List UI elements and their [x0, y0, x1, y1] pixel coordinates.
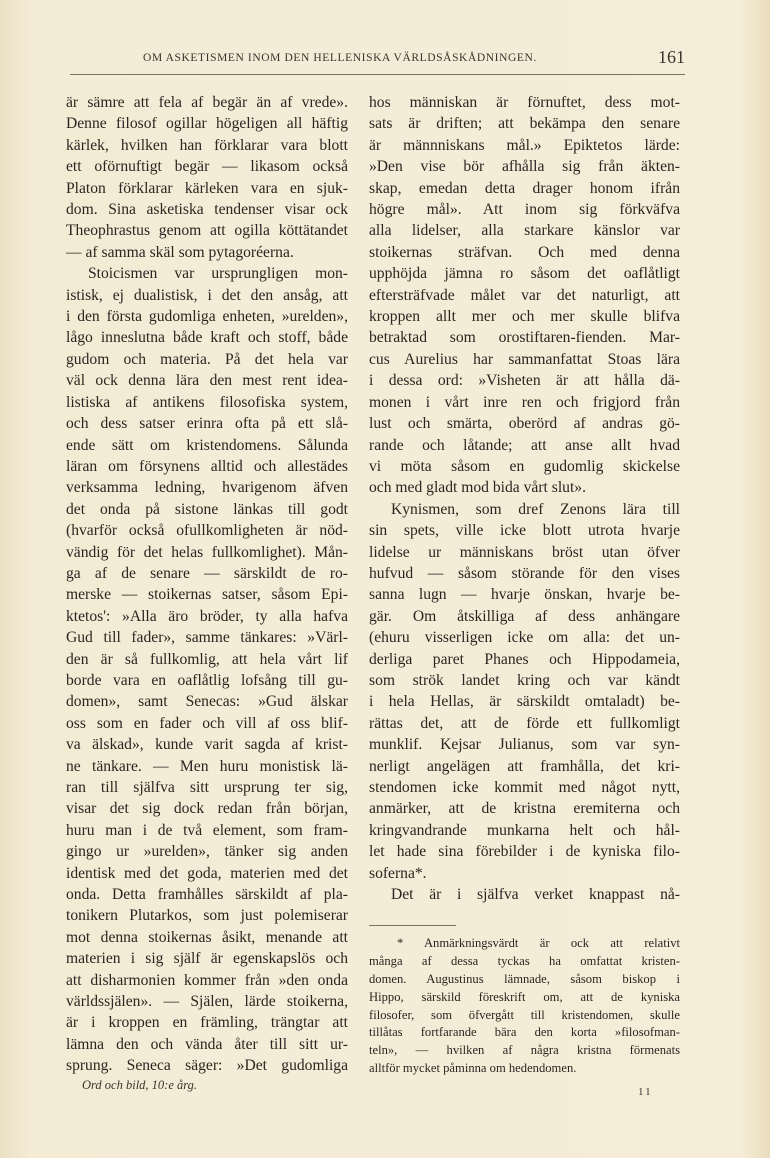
text-line: världssjälen». — Själen, lärde stoikerna, [66, 993, 348, 1011]
text-line: identisk med det goda, materien med det [66, 864, 348, 882]
footnote-line: tillåtas fortfarande bära den korta »filosofman- [369, 1025, 680, 1040]
footnote-line: filosofer, som öfvergått till kristendomen, skulle [369, 1007, 680, 1022]
text-line: och dess satser erinra ofta på ett slå- [66, 415, 348, 433]
text-line: högre mål». Att inom sig förkväfva [369, 201, 680, 219]
footnote-line: domen. Augustinus lämnade, såsom biskop i [369, 971, 680, 986]
text-line: anmärker, att de kristna eremiterna och [369, 800, 680, 818]
text-line: Kynismen, som dref Zenons lära till [391, 500, 680, 518]
text-line: ett oförnuftigt begär — likasom också [66, 158, 348, 176]
text-line: lidelse ur människans bröst utan öfver [369, 543, 680, 561]
text-line: stoikernas sträfvan. Och med denna [369, 243, 680, 261]
text-line: materien i sig själf är egenskapslös och [66, 950, 348, 968]
text-line: gingo ur »urelden», tänker sig anden [66, 843, 348, 861]
text-line: är männniskans mål.» Epiktetos lärde: [369, 136, 680, 154]
text-line: är i kroppen en främling, trängtar att [66, 1014, 348, 1032]
header-rule [70, 74, 685, 75]
text-line: »Den vise bör afhålla sig från äkten- [369, 158, 680, 176]
text-line: som strök landet kring och var kändt [369, 671, 680, 689]
text-line: Denne filosof ogillar högeligen all häftig [66, 115, 348, 133]
page-number: 161 [658, 47, 685, 67]
text-line: ga af de senare — särskildt de ro- [66, 564, 348, 582]
text-line: munklif. Kejsar Julianus, som var syn- [369, 736, 680, 754]
text-line: cus Aurelius har sammanfattat Stoas lära [369, 350, 680, 368]
text-line: — af samma skäl som pytagoréerna. [66, 243, 294, 261]
text-line: va älskad», kunde varit sagda af krist- [66, 736, 348, 754]
text-line: let hade sina förebilder i de kyniska filo- [369, 843, 680, 861]
text-line: hos människan är förnuftet, dess mot- [369, 94, 680, 111]
text-line: Platon förklarar kärleken vara en sjuk- [66, 179, 348, 197]
text-line: merske — stoikernas satser, såsom Epi- [66, 586, 348, 604]
text-line: skap, emedan detta drager honom ifrån [369, 179, 680, 197]
text-line: den är så fullkomlig, att hela vårt lif [66, 650, 348, 668]
text-line: borde vara en oaflåtlig lofsång till gu- [66, 671, 348, 689]
text-line: alla lidelser, alla starkare känslor var [369, 222, 680, 240]
text-line: stendomen icke kommit med något nytt, [369, 779, 680, 796]
text-line: vi möta såsom en gudomlig skickelse [369, 457, 680, 475]
text-line: i hela Hellas, är särskildt omtaladt) be- [369, 693, 680, 711]
running-header: OM ASKETISMEN INOM DEN HELLENISKA VÄRLDSÅSKÅDNINGEN. [143, 52, 537, 64]
text-line: Gud till fader», samme tänkares: »Värl- [66, 629, 348, 647]
text-line: dom. Sina asketiska tendenser visar ock [66, 201, 348, 219]
text-line: sprung. Seneca säger: »Det gudomliga [66, 1057, 348, 1075]
text-line: rättas det, att de förde ett fullkomligt [369, 714, 680, 732]
footnote-line: Hippo, särskild föreskrift om, att de kyniska [369, 989, 680, 1004]
footnote-line: teln», — hvilken af några kristna förmenats [369, 1043, 680, 1058]
text-line: lågo inneslutna både kraft och stoff, både [66, 329, 348, 347]
footnote [369, 935, 680, 1078]
text-line: oss som en fader och vill af oss blif- [66, 714, 348, 732]
text-line: sats är driften; att bekämpa den senare [369, 115, 680, 133]
text-line: soferna*. [369, 864, 427, 882]
text-line: hufvud — såsom störande för den vises [369, 564, 680, 582]
text-line: gär. Om åtskilliga af dess anhängare [369, 607, 680, 625]
text-line: huru man i de två element, som fram- [66, 821, 348, 839]
text-line: sin spets, ville icke blott utrota hvarje [369, 522, 680, 540]
text-line: är sämre att fela af begär än af vrede». [66, 94, 348, 111]
text-line: lust och smärta, oberörd af andras gö- [369, 415, 680, 433]
text-line: och med gladt mod bida vårt slut». [369, 479, 586, 497]
sheet-number: 11 [638, 1086, 653, 1098]
text-line: Det är i själfva verket knappast nå- [391, 886, 680, 904]
sheet-signature: Ord och bild, 10:e årg. [82, 1078, 198, 1092]
text-line: visar det sig dock redan från början, [66, 800, 348, 818]
text-line: i den första gudomliga enheten, »urelden», [66, 308, 348, 326]
text-line: kärlek, hvilken han förklarar vara blott [66, 136, 348, 154]
text-line: gudom och materia. På det hela var [66, 350, 348, 368]
text-line: väl ock denna lära den mest rent idea- [66, 372, 348, 390]
text-line: Theophrastus genom att ogilla köttätandet [66, 222, 348, 240]
text-line: lämna den och vända åter till sitt ur- [66, 1035, 348, 1053]
text-line: onda. Detta framhålles särskildt af pla- [66, 886, 348, 904]
text-line: ran till själfva sitt ursprung ter sig, [66, 779, 348, 796]
text-line: upphöjda jämna ro såsom det oaflåtligt [369, 265, 680, 283]
footnote-line: * Anmärkningsvärdt är ock att relativt [397, 936, 680, 950]
text-line: kringvandrande munkarna helt och hål- [369, 821, 680, 839]
text-line: kroppen allt mer och mer skulle blifva [369, 308, 680, 326]
text-line: rande och låtande; att anse allt hvad [369, 436, 680, 454]
text-line: (ehuru visserligen icke om alla: det un- [369, 629, 680, 647]
text-line: verksamma ledning, hvarigenom äfven [66, 479, 348, 497]
text-line: det onda på sistone länkas till godt [66, 500, 348, 518]
footnote-line: alltför mycket påminna om hedendomen. [369, 1061, 577, 1076]
text-line: eftersträfvade målet var det naturligt, att [369, 286, 680, 304]
text-line: nerligt angelägen att framhålla, det kri- [369, 757, 680, 775]
right-text-column [369, 92, 680, 905]
text-line: (hvarför också ofullkomligheten är nöd- [66, 522, 348, 540]
text-line: listiska af antikens filosofiska system, [66, 393, 348, 411]
footnote-line: många af dessa tyckas ha omfattat kristen- [369, 953, 680, 968]
text-line: ktetos': »Alla äro bröder, ty alla hafva [66, 607, 348, 625]
text-line: monen i vårt inre ren och frigjord från [369, 393, 680, 411]
text-line: domen», samt Senecas: »Gud älskar [66, 693, 348, 711]
text-line: ende sätt om kristendomens. Sålunda [66, 436, 348, 454]
text-line: tonikern Plutarkos, som just polemiserar [66, 907, 348, 925]
text-line: läran om försynens alltid och allestädes [66, 457, 348, 475]
footnote-rule [369, 925, 456, 926]
text-line: att disharmonien kommer från »den onda [66, 971, 348, 989]
text-line: sanna lugn — hvarje önskan, hvarje be- [369, 586, 680, 604]
text-line: vändig för det helas fullkomlighet). Mån- [66, 543, 348, 561]
text-line: istisk, ej dualistisk, i det den ansåg, att [66, 286, 348, 304]
text-line: betraktad som orostiftaren-fienden. Mar- [369, 329, 680, 347]
text-line: Stoicismen var ursprungligen mon- [88, 265, 348, 283]
text-line: ne tänkare. — Men huru monistisk lä- [66, 757, 348, 775]
text-line: mot denna stoikernas åsikt, menande att [66, 928, 348, 946]
text-line: derliga paret Phanes och Hippodameia, [369, 650, 680, 668]
left-text-column [66, 92, 348, 1077]
text-line: i dessa ord: »Visheten är att hålla dä- [369, 372, 680, 390]
